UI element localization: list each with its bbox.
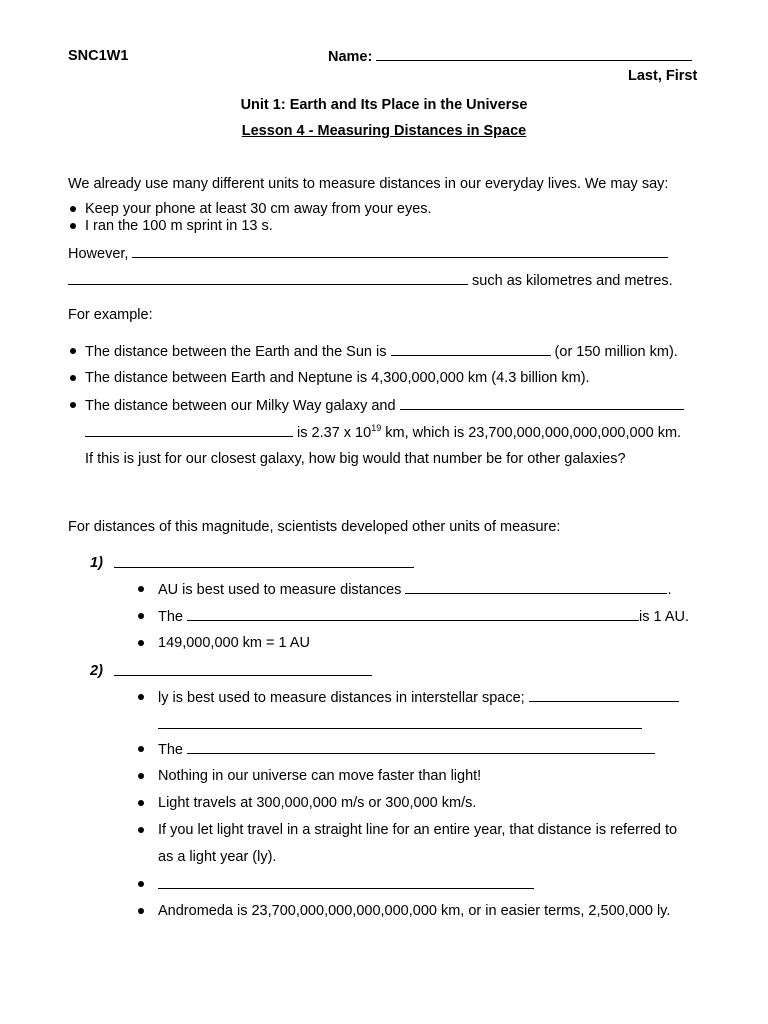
bullet-icon — [70, 223, 76, 229]
however-line — [68, 244, 668, 263]
name-label — [328, 47, 692, 66]
example-3-end: km, which is 23,700,000,000,000,000,000 km. — [385, 425, 682, 441]
name-blank[interactable] — [376, 47, 692, 61]
bullet-icon — [138, 827, 144, 833]
au-bullet-1-start: AU is best used to measure distances — [158, 582, 402, 598]
au-bullet-1-end: . — [667, 582, 672, 598]
example-bullet-1 — [85, 342, 678, 361]
au-bullet-2 — [158, 607, 689, 626]
however-label: However, — [68, 246, 129, 262]
example-3-mid: is 2.37 x 10 — [297, 425, 372, 441]
bullet-icon — [138, 800, 144, 806]
example-bullet-3 — [85, 396, 684, 415]
ly-bullet-3: Nothing in our universe can move faster than light! — [158, 768, 482, 784]
example-label: For example: — [68, 307, 153, 323]
bullet-icon — [70, 375, 76, 381]
example-1-start: The distance between the Earth and the Sun is — [85, 344, 387, 360]
ly-bullet-2-start: The — [158, 742, 183, 758]
however-blank[interactable] — [132, 244, 668, 258]
intro-bullet-1: Keep your phone at least 30 cm away from your eyes. — [85, 201, 432, 217]
au-bullet-1 — [158, 580, 671, 599]
au-bullet-3: 149,000,000 km = 1 AU — [158, 635, 310, 651]
name-label-text: Name: — [328, 49, 373, 65]
ly-fact-blank[interactable] — [158, 875, 534, 889]
interstellar-blank-2[interactable] — [158, 715, 642, 729]
example-bullet-2: The distance between Earth and Neptune is 4,300,000,000 km (4.3 billion km). — [85, 370, 590, 386]
galaxy-question: If this is just for our closest galaxy, how big would that number be for other galaxies? — [85, 451, 626, 467]
example-bullet-3-cont — [85, 423, 681, 442]
galaxy-blank-2[interactable] — [85, 423, 293, 437]
bullet-icon — [138, 640, 144, 646]
bullet-icon — [138, 881, 144, 887]
item-1-title-line — [114, 554, 414, 573]
ly-bullet-5: If you let light travel in a straight line for an entire year, that distance is referred to — [158, 822, 678, 838]
course-code: SNC1W1 — [68, 48, 129, 64]
ly-bullet-4: Light travels at 300,000,000 m/s or 300,000 km/s. — [158, 795, 477, 811]
bullet-icon — [70, 206, 76, 212]
example-1-end: (or 150 million km). — [554, 344, 678, 360]
earth-sun-blank[interactable] — [391, 342, 551, 356]
units-intro: For distances of this magnitude, scientists developed other units of measure: — [68, 519, 561, 535]
example-3-start: The distance between our Milky Way galaxy and — [85, 398, 396, 414]
units-blank[interactable] — [68, 271, 468, 285]
item-1-number: 1) — [90, 555, 103, 571]
au-definition-blank[interactable] — [187, 607, 639, 621]
lesson-title-text: Lesson 4 - Measuring Distances in Space — [241, 123, 527, 139]
intro-sentence: We already use many different units to measure distances in our everyday lives. We may say: — [68, 176, 669, 192]
au-bullet-2-end: is 1 AU. — [639, 609, 689, 625]
unit-title: Unit 1: Earth and Its Place in the Universe — [240, 97, 528, 113]
interstellar-blank-1[interactable] — [529, 688, 679, 702]
item-2-blank[interactable] — [114, 662, 372, 676]
intro-bullet-2: I ran the 100 m sprint in 13 s. — [85, 218, 273, 234]
ly-bullet-2 — [158, 740, 655, 759]
bullet-icon — [70, 348, 76, 354]
bullet-icon — [138, 908, 144, 914]
item-1-blank[interactable] — [114, 554, 414, 568]
ly-bullet-1-cont — [158, 715, 642, 734]
ly-definition-blank[interactable] — [187, 740, 655, 754]
bullet-icon — [138, 694, 144, 700]
item-2-title-line — [114, 662, 372, 681]
ly-bullet-5-cont: as a light year (ly). — [158, 849, 277, 865]
units-tail: such as kilometres and metres. — [472, 273, 673, 289]
ly-bullet-6 — [158, 875, 534, 894]
name-hint: Last, First — [628, 68, 698, 84]
au-bullet-2-start: The — [158, 609, 183, 625]
item-2-number: 2) — [90, 663, 103, 679]
lesson-title — [0, 122, 768, 140]
ly-bullet-1-text: ly is best used to measure distances in interstellar space; — [158, 690, 525, 706]
bullet-icon — [138, 613, 144, 619]
bullet-icon — [138, 746, 144, 752]
bullet-icon — [138, 773, 144, 779]
units-line — [68, 271, 673, 290]
galaxy-blank-1[interactable] — [400, 396, 684, 410]
bullet-icon — [70, 402, 76, 408]
ly-bullet-7: Andromeda is 23,700,000,000,000,000,000 km, or in easier terms, 2,500,000 ly. — [158, 903, 671, 919]
au-distance-blank[interactable] — [405, 580, 667, 594]
ly-bullet-1 — [158, 688, 679, 707]
example-3-exponent: 19 — [371, 423, 382, 433]
bullet-icon — [138, 586, 144, 592]
